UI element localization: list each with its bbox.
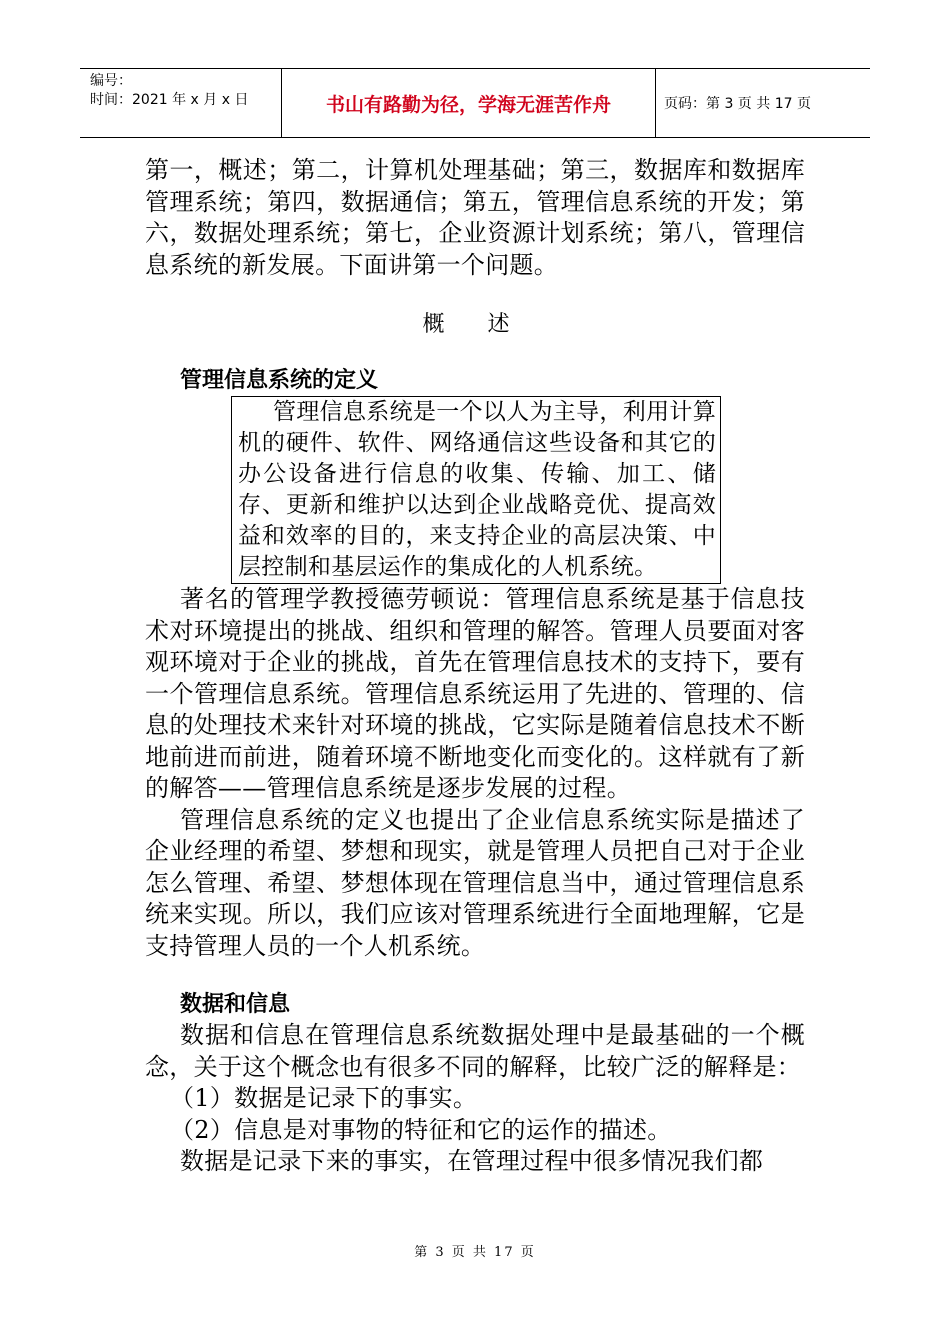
paragraph-data-records: 数据是记录下来的事实，在管理过程中很多情况我们都	[180, 1147, 764, 1175]
header-page-info: 页码：第 3 页 共 17 页	[664, 96, 811, 112]
list-item-2: （2）信息是对事物的特征和它的运作的描述。	[170, 1115, 672, 1144]
definition-box	[231, 396, 721, 584]
page-footer: 第 3 页 共 17 页	[414, 1245, 536, 1260]
header-motto: 书山有路勤为径，学海无涯苦作舟	[282, 69, 656, 137]
intro-paragraph: 第一，概述；第二，计算机处理基础；第三，数据库和数据库管理系统；第四，数据通信；第五，管理信息系统的开发；第六，数据处理系统；第七，企业资源计划系统；第八，管理信息系统的新发展。下面讲第一个问题。	[145, 156, 805, 279]
definition-text: 管理信息系统是一个以人为主导，利用计算机的硬件、软件、网络通信这些设备和其它的办公设备进行信息的收集、传输、加工、储存、更新和维护以达到企业战略竞优、提高效益和效率的目的，来支持企业的高层决策、中层控制和基层运作的集成化的人机系统。	[238, 399, 716, 580]
heading-mis-definition: 管理信息系统的定义	[180, 368, 379, 393]
document-body	[145, 155, 805, 1178]
paragraph-definition-extended: 管理信息系统的定义也提出了企业信息系统实际是描述了企业经理的希望、梦想和现实，就是管理人员把自己对于企业怎么管理、希望、梦想体现在管理信息当中，通过管理信息系统来实现。所以，我们应该对管理系统进行全面地理解，它是支持管理人员的一个人机系统。	[145, 805, 805, 960]
list-item-1: （1）数据是记录下的事实。	[170, 1084, 478, 1112]
section-title: 概 述	[422, 312, 528, 337]
heading-data-information: 数据和信息	[180, 992, 291, 1017]
document-header	[80, 68, 870, 138]
paragraph-data-info: 数据和信息在管理信息系统数据处理中是最基础的一个概念，关于这个概念也有很多不同的解释，比较广泛的解释是：	[145, 1021, 805, 1081]
paragraph-drucker: 著名的管理学教授德劳顿说：管理信息系统是基于信息技术对环境提出的挑战、组织和管理的解答。管理人员要面对客观环境对于企业的挑战，首先在管理信息技术的支持下，要有一个管理信息系统。管理信息系统运用了先进的、管理的、信息的处理技术来针对环境的挑战，它实际是随着信息技术不断地前进而前进，随着环境不断地变化而变化的。这样就有了新的解答——管理信息系统是逐步发展的过程。	[145, 585, 805, 802]
header-number-label: 编号：	[90, 73, 132, 89]
header-date: 时间：2021 年 x 月 x 日	[90, 92, 249, 108]
header-meta	[80, 69, 282, 137]
